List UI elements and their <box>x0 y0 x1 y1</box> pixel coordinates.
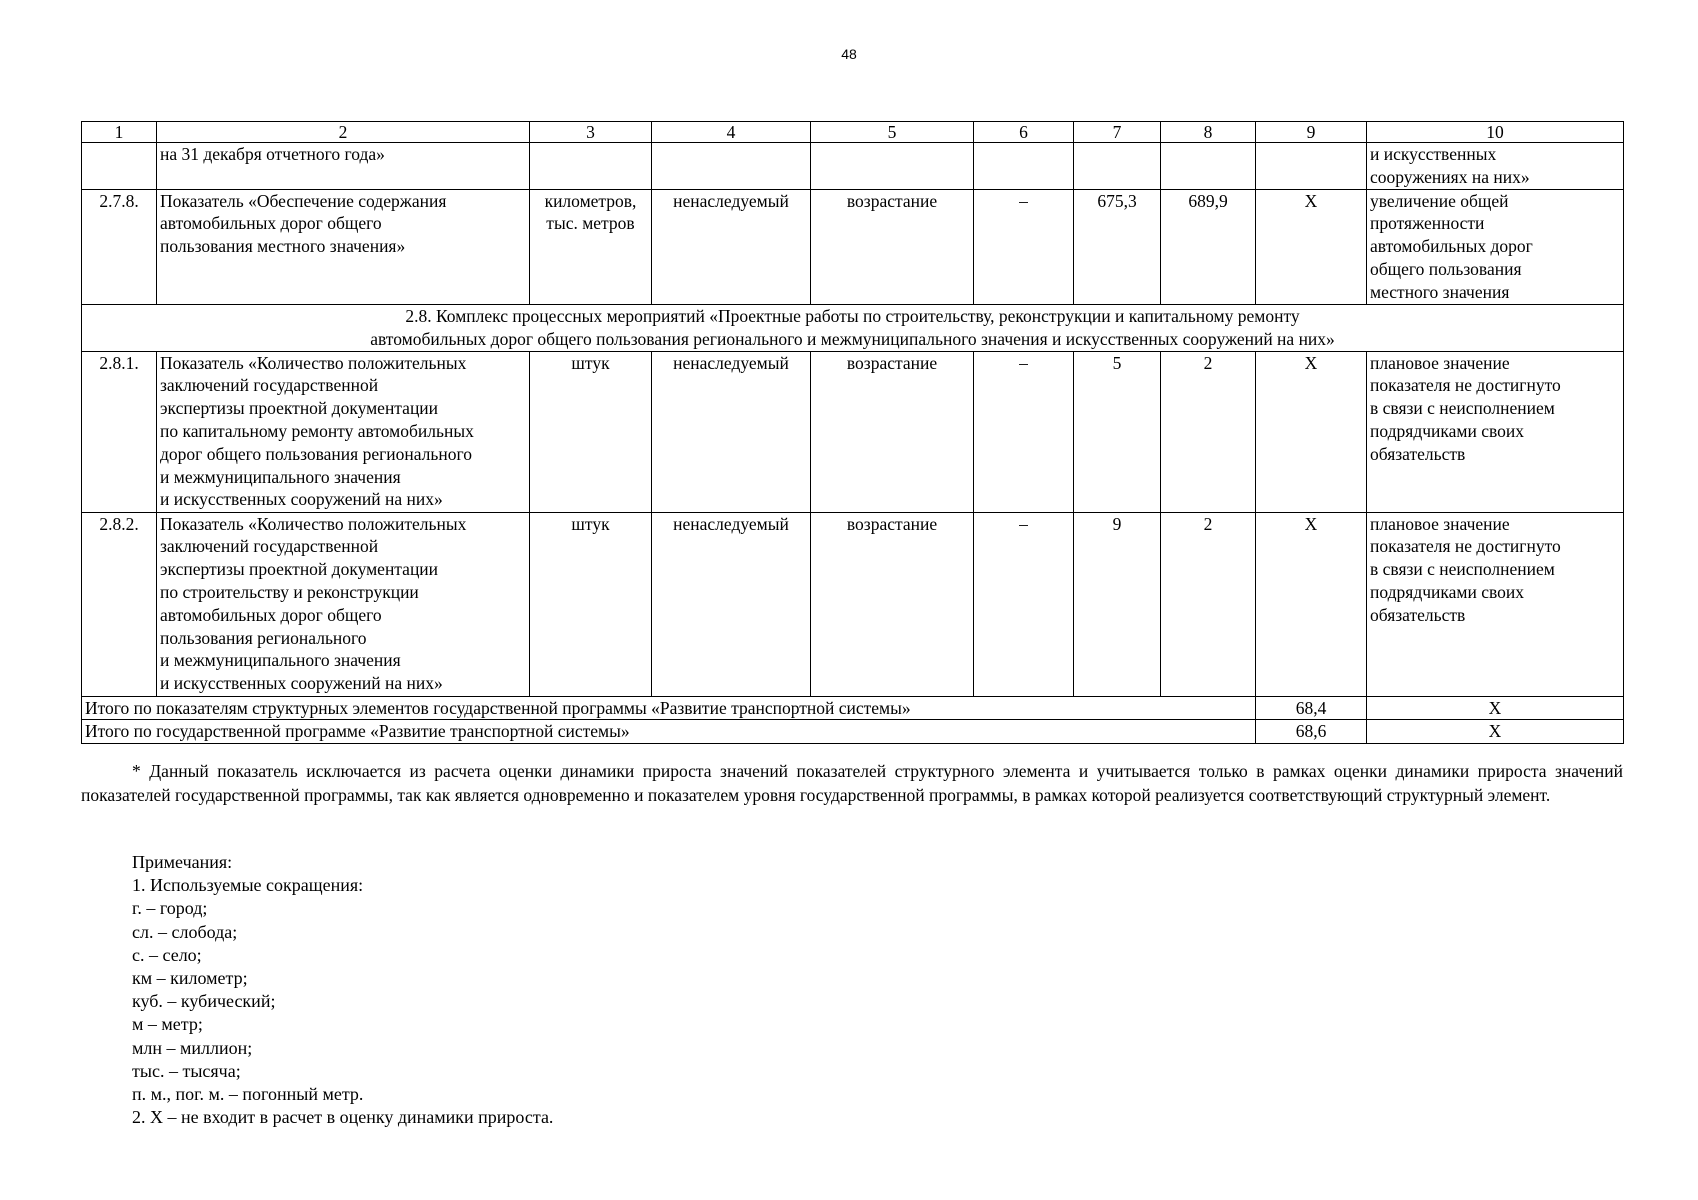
abbreviation-item: куб. – кубический; <box>132 991 276 1012</box>
notes-title: Примечания: <box>132 852 233 872</box>
indicators-table <box>81 121 1624 744</box>
plan-cell: 675,3 <box>1074 189 1161 304</box>
abbreviation-item: тыс. – тысяча; <box>132 1060 241 1081</box>
unit-cell: штук <box>530 512 652 696</box>
abbreviation-item: сл. – слобода; <box>132 921 238 942</box>
notes-item-2: 2. Х – не входит в расчет в оценку динамики прироста. <box>132 1107 554 1128</box>
section-title: 2.8. Комплекс процессных мероприятий «Проектные работы по строительству, реконструкции и капитальному ремонту автомобильных дорог общего пользования регионального и межмуниципального значения и искусственных сооружений на них» <box>82 304 1624 351</box>
type-cell: ненаследуемый <box>652 189 811 304</box>
direction-cell: возрастание <box>811 351 974 512</box>
direction-cell: возрастание <box>811 189 974 304</box>
table-row <box>82 189 1624 304</box>
section-header-row <box>82 304 1624 351</box>
table-row <box>82 351 1624 512</box>
fact-cell: 2 <box>1161 351 1256 512</box>
row-number: 2.7.8. <box>82 189 157 304</box>
score-cell: Х <box>1256 512 1367 696</box>
notes-block <box>132 851 553 1129</box>
score-cell: Х <box>1256 351 1367 512</box>
fact-cell: 689,9 <box>1161 189 1256 304</box>
comment-cell: плановое значение показателя не достигнуто в связи с неисполнением подрядчиками своих обязательств <box>1367 351 1624 512</box>
table-row <box>82 512 1624 696</box>
table-header-row <box>82 122 1624 143</box>
direction-cell: возрастание <box>811 512 974 696</box>
abbreviation-item: г. – город; <box>132 898 208 919</box>
total-elements-mark: Х <box>1367 696 1624 720</box>
header-cell: 5 <box>811 122 974 143</box>
header-cell: 3 <box>530 122 652 143</box>
type-cell: ненаследуемый <box>652 351 811 512</box>
unit-cell: километров, тыс. метров <box>530 189 652 304</box>
header-cell: 6 <box>974 122 1074 143</box>
plan-cell: 9 <box>1074 512 1161 696</box>
header-cell: 10 <box>1367 122 1624 143</box>
header-cell: 7 <box>1074 122 1161 143</box>
total-elements-label: Итого по показателям структурных элементов государственной программы «Развитие транспортной системы» <box>82 696 1256 720</box>
unit-cell: штук <box>530 351 652 512</box>
abbreviation-item: п. м., пог. м. – погонный метр. <box>132 1084 364 1105</box>
abbreviation-item: км – километр; <box>132 968 248 989</box>
score-cell: Х <box>1256 189 1367 304</box>
total-program-score: 68,6 <box>1256 720 1367 744</box>
plan-cell: 5 <box>1074 351 1161 512</box>
comment-cell: и искусственных сооружениях на них» <box>1367 143 1624 190</box>
table-row-continued <box>82 143 1624 190</box>
col6-cell: – <box>974 189 1074 304</box>
header-cell: 8 <box>1161 122 1256 143</box>
header-cell: 9 <box>1256 122 1367 143</box>
indicator-name: на 31 декабря отчетного года» <box>157 143 530 190</box>
total-program-label: Итого по государственной программе «Развитие транспортной системы» <box>82 720 1256 744</box>
abbreviation-item: м – метр; <box>132 1014 203 1035</box>
total-program-mark: Х <box>1367 720 1624 744</box>
total-row <box>82 696 1624 720</box>
comment-cell: увеличение общей протяженности автомобильных дорог общего пользования местного значения <box>1367 189 1624 304</box>
col6-cell: – <box>974 512 1074 696</box>
abbreviation-item: млн – миллион; <box>132 1037 253 1058</box>
notes-item-1: 1. Используемые сокращения: <box>132 875 364 896</box>
abbreviation-item: с. – село; <box>132 944 202 965</box>
header-cell: 4 <box>652 122 811 143</box>
total-row <box>82 720 1624 744</box>
row-number: 2.8.1. <box>82 351 157 512</box>
col6-cell: – <box>974 351 1074 512</box>
indicator-name: Показатель «Количество положительных заключений государственной экспертизы проектной документации по капитальному ремонту автомобильных дорог общего пользования регионального и межмуниципального значения и искусственных сооружений на них» <box>157 351 530 512</box>
type-cell: ненаследуемый <box>652 512 811 696</box>
header-cell: 1 <box>82 122 157 143</box>
footnote: * Данный показатель исключается из расчета оценки динамики прироста значений показателей структурного элемента и учитывается только в рамках оценки динамики прироста значений показателей государственной программы, так как является одновременно и показателем уровня государственной программы, в рамках которой реализуется соответствующий структурный элемент. <box>81 761 1623 805</box>
page-number: 48 <box>841 46 857 62</box>
total-elements-score: 68,4 <box>1256 696 1367 720</box>
fact-cell: 2 <box>1161 512 1256 696</box>
indicator-name: Показатель «Обеспечение содержания автомобильных дорог общего пользования местного значения» <box>157 189 530 304</box>
header-cell: 2 <box>157 122 530 143</box>
comment-cell: плановое значение показателя не достигнуто в связи с неисполнением подрядчиками своих обязательств <box>1367 512 1624 696</box>
indicator-name: Показатель «Количество положительных заключений государственной экспертизы проектной документации по строительству и реконструкции автомобильных дорог общего пользования регионального и межмуниципального значения и искусственных сооружений на них» <box>157 512 530 696</box>
row-number: 2.8.2. <box>82 512 157 696</box>
